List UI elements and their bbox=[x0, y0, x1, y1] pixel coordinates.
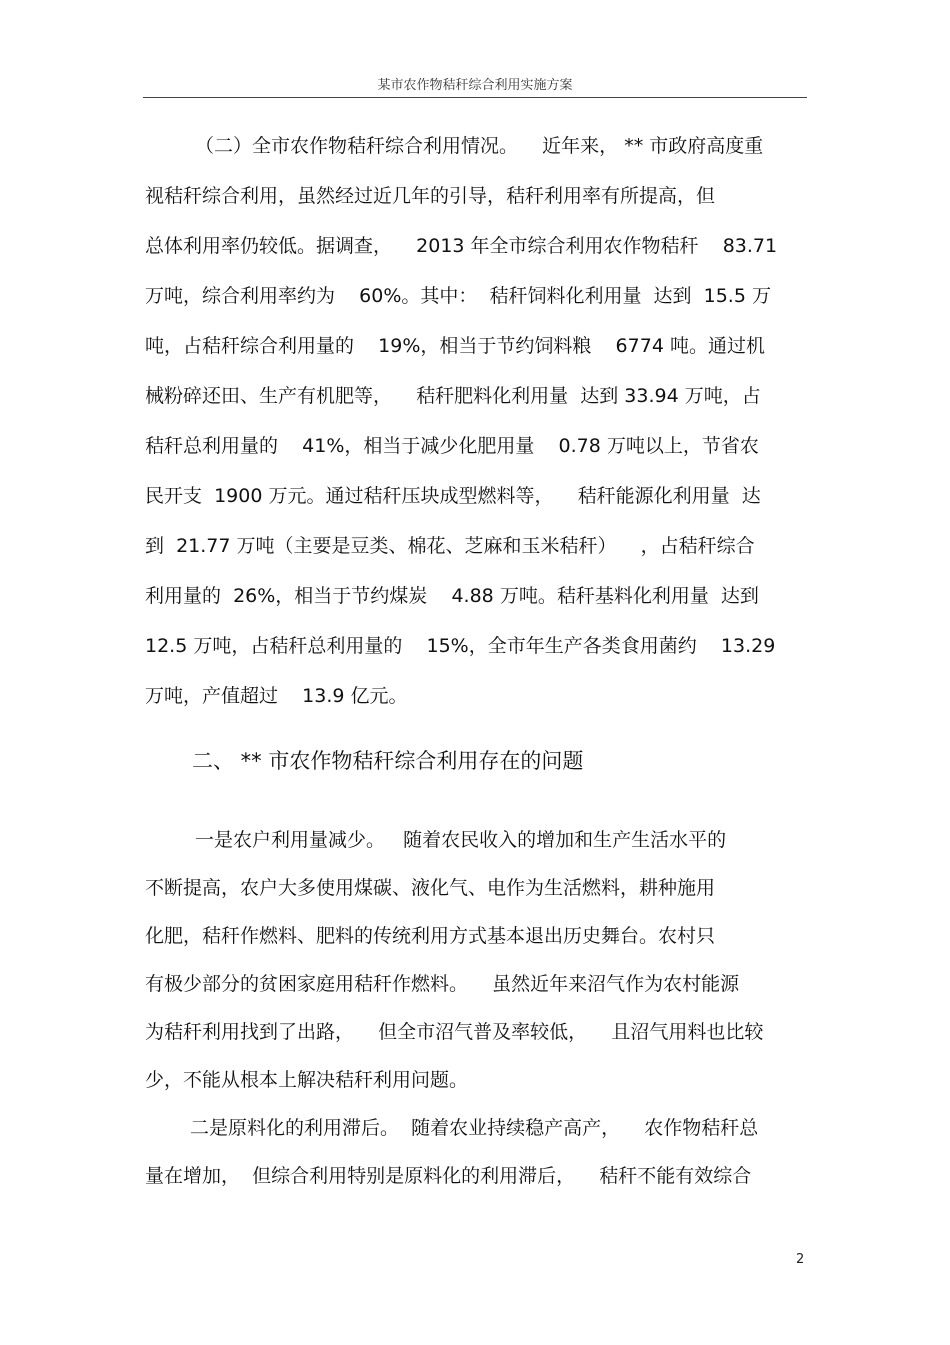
paragraph-line: 为秸秆利用找到了出路， 但全市沼气普及率较低， 且沼气用料也比较 bbox=[145, 1021, 764, 1043]
paragraph-line: 秸秆总利用量的 41%，相当于减少化肥用量 0.78 万吨以上，节省农 bbox=[145, 435, 759, 457]
paragraph-line: 12.5 万吨，占秸秆总利用量的 15%，全市年生产各类食用菌约 13.29 bbox=[145, 635, 776, 657]
paragraph-line: 一是农户利用量减少。 随着农民收入的增加和生产生活水平的 bbox=[195, 829, 727, 851]
paragraph-line: 量在增加， 但综合利用特别是原料化的利用滞后， 秸秆不能有效综合 bbox=[145, 1165, 752, 1187]
paragraph-line: 总体利用率仍较低。据调查， 2013 年全市综合利用农作物秸秆 83.71 bbox=[145, 235, 778, 257]
paragraph-line: 化肥，秸秆作燃料、肥料的传统利用方式基本退出历史舞台。农村只 bbox=[145, 925, 716, 947]
section-heading: 二、 ** 市农作物秸秆综合利用存在的问题 bbox=[192, 749, 584, 773]
header-rule bbox=[143, 97, 807, 98]
paragraph-line: 到 21.77 万吨（主要是豆类、棉花、芝麻和玉米秸秆） ，占秸秆综合 bbox=[145, 535, 755, 557]
paragraph-line: 少，不能从根本上解决秸秆利用问题。 bbox=[145, 1069, 469, 1091]
page-number: 2 bbox=[796, 1252, 805, 1267]
paragraph-line: 万吨，综合利用率约为 60%。其中： 秸秆饲料化利用量 达到 15.5 万 bbox=[145, 285, 771, 307]
paragraph-line: 械粉碎还田、生产有机肥等， 秸秆肥料化利用量 达到 33.94 万吨，占 bbox=[145, 385, 761, 407]
paragraph-line: 吨，占秸秆综合利用量的 19%，相当于节约饲料粮 6774 吨。通过机 bbox=[145, 335, 765, 357]
paragraph-line: 利用量的 26%，相当于节约煤炭 4.88 万吨。秸秆基料化利用量 达到 bbox=[145, 585, 759, 607]
paragraph-line: 有极少部分的贫困家庭用秸秆作燃料。 虽然近年来沼气作为农村能源 bbox=[145, 973, 740, 995]
page-header-title: 某市农作物秸秆综合利用实施方案 bbox=[377, 78, 573, 93]
paragraph-line: 二是原料化的利用滞后。 随着农业持续稳产高产， 农作物秸秆总 bbox=[190, 1117, 759, 1139]
paragraph-line: 民开支 1900 万元。通过秸秆压块成型燃料等， 秸秆能源化利用量 达 bbox=[145, 485, 761, 507]
paragraph-line: 不断提高，农户大多使用煤碳、液化气、电作为生活燃料，耕种施用 bbox=[145, 877, 716, 899]
paragraph-line: 视秸秆综合利用，虽然经过近几年的引导，秸秆利用率有所提高，但 bbox=[145, 185, 716, 207]
paragraph-line: （二）全市农作物秸秆综合利用情况。 近年来， ** 市政府高度重 bbox=[195, 135, 764, 157]
paragraph-line: 万吨，产值超过 13.9 亿元。 bbox=[145, 685, 408, 707]
